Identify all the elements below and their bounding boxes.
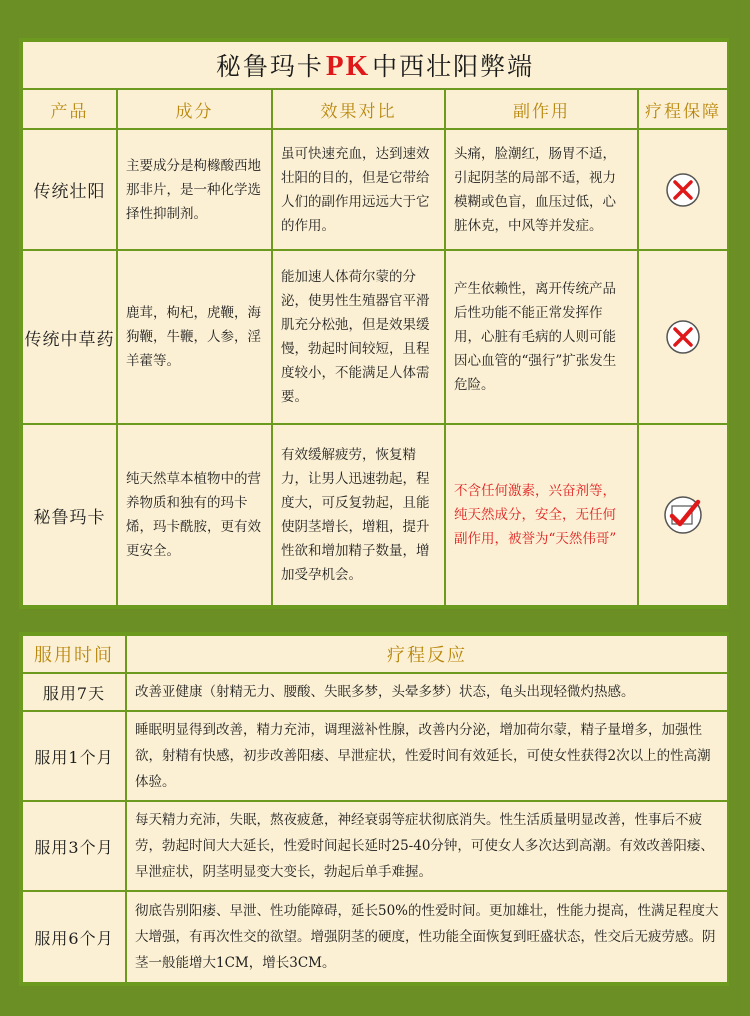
table-row [22, 801, 728, 891]
reaction-cell: 彻底告别阳痿、早泄、性功能障碍，延长50%的性爱时间。更加雄壮，性能力提高，性满足程度大大增强，有再次性交的欲望。增强阴茎的硬度，性功能全面恢复到旺盛状态，性交后无疲劳感。阴茎一般能增大1CM，增长3CM。 [126, 891, 728, 983]
col-header-side-effects: 副作用 [445, 89, 638, 129]
duration-cell: 服用7天 [22, 673, 126, 711]
table-row [22, 250, 728, 424]
product-name: 传统壮阳 [22, 129, 117, 250]
table-row [22, 673, 728, 711]
reaction-cell: 睡眠明显得到改善，精力充沛，调理滋补性腺，改善内分泌，增加荷尔蒙，精子量增多，加强性欲，射精有快感，初步改善阳痿、早泄症状，性爱时间有效延长，可使女性获得2次以上的性高潮体验。 [126, 711, 728, 801]
cross-circle-icon [664, 318, 702, 356]
table-row [22, 129, 728, 250]
guarantee-cell [638, 424, 728, 606]
reaction-cell: 每天精力充沛，失眠，熬夜疲惫，神经衰弱等症状彻底消失。性生活质量明显改善，性事后不疲劳，勃起时间大大延长，性爱时间起长延时25-40分钟，可使女人多次达到高潮。有效改善阳痿、早泄症状，阴茎明显变大变长，勃起后单手难握。 [126, 801, 728, 891]
col-header-ingredients: 成分 [117, 89, 272, 129]
duration-cell: 服用1个月 [22, 711, 126, 801]
check-box-icon [662, 494, 704, 536]
course-panel [19, 632, 729, 986]
cross-circle-icon [664, 171, 702, 209]
comparison-table [21, 40, 729, 607]
side-effects-cell: 产生依赖性，离开传统产品后性功能不能正常发挥作用，心脏有毛病的人则可能因心血管的“强行”扩张发生危险。 [445, 250, 638, 424]
effect-cell: 有效缓解疲劳，恢复精力，让男人迅速勃起，程度大，可反复勃起，且能使阴茎增长，增粗，提升性欲和增加精子数量，增加受孕机会。 [272, 424, 445, 606]
side-effects-cell: 头痛，脸潮红，肠胃不适，引起阴茎的局部不适，视力模糊或色盲，血压过低，心脏休克，中风等并发症。 [445, 129, 638, 250]
pk-text: PK [325, 50, 371, 82]
comparison-header-row [22, 89, 728, 129]
ingredients-cell: 主要成分是枸橼酸西地那非片，是一种化学选择性抑制剂。 [117, 129, 272, 250]
duration-cell: 服用6个月 [22, 891, 126, 983]
comparison-panel [19, 38, 729, 609]
effect-cell: 虽可快速充血，达到速效壮阳的目的，但是它带给人们的副作用远远大于它的作用。 [272, 129, 445, 250]
comparison-title: 秘鲁玛卡PK中西壮阳弊端 [22, 41, 728, 89]
col-header-duration: 服用时间 [22, 635, 126, 673]
product-name: 秘鲁玛卡 [22, 424, 117, 606]
guarantee-cell [638, 250, 728, 424]
reaction-cell: 改善亚健康（射精无力、腰酸、失眠多梦，头晕多梦）状态，龟头出现轻微灼热感。 [126, 673, 728, 711]
ingredients-cell: 鹿茸，枸杞，虎鞭，海狗鞭，牛鞭，人参，淫羊藿等。 [117, 250, 272, 424]
guarantee-cell [638, 129, 728, 250]
table-row [22, 424, 728, 606]
table-row [22, 711, 728, 801]
side-effects-cell: 不含任何激素，兴奋剂等，纯天然成分，安全，无任何副作用，被誉为“天然伟哥” [445, 424, 638, 606]
course-table [21, 634, 729, 984]
effect-cell: 能加速人体荷尔蒙的分泌，使男性生殖器官平滑肌充分松弛，但是效果缓慢，勃起时间较短，且程度较小，不能满足人体需要。 [272, 250, 445, 424]
product-name: 传统中草药 [22, 250, 117, 424]
duration-cell: 服用3个月 [22, 801, 126, 891]
ingredients-cell: 纯天然草本植物中的营养物质和独有的玛卡烯，玛卡酰胺，更有效更安全。 [117, 424, 272, 606]
course-header-row [22, 635, 728, 673]
col-header-product: 产品 [22, 89, 117, 129]
col-header-reaction: 疗程反应 [126, 635, 728, 673]
col-header-guarantee: 疗程保障 [638, 89, 728, 129]
col-header-effect: 效果对比 [272, 89, 445, 129]
table-row [22, 891, 728, 983]
